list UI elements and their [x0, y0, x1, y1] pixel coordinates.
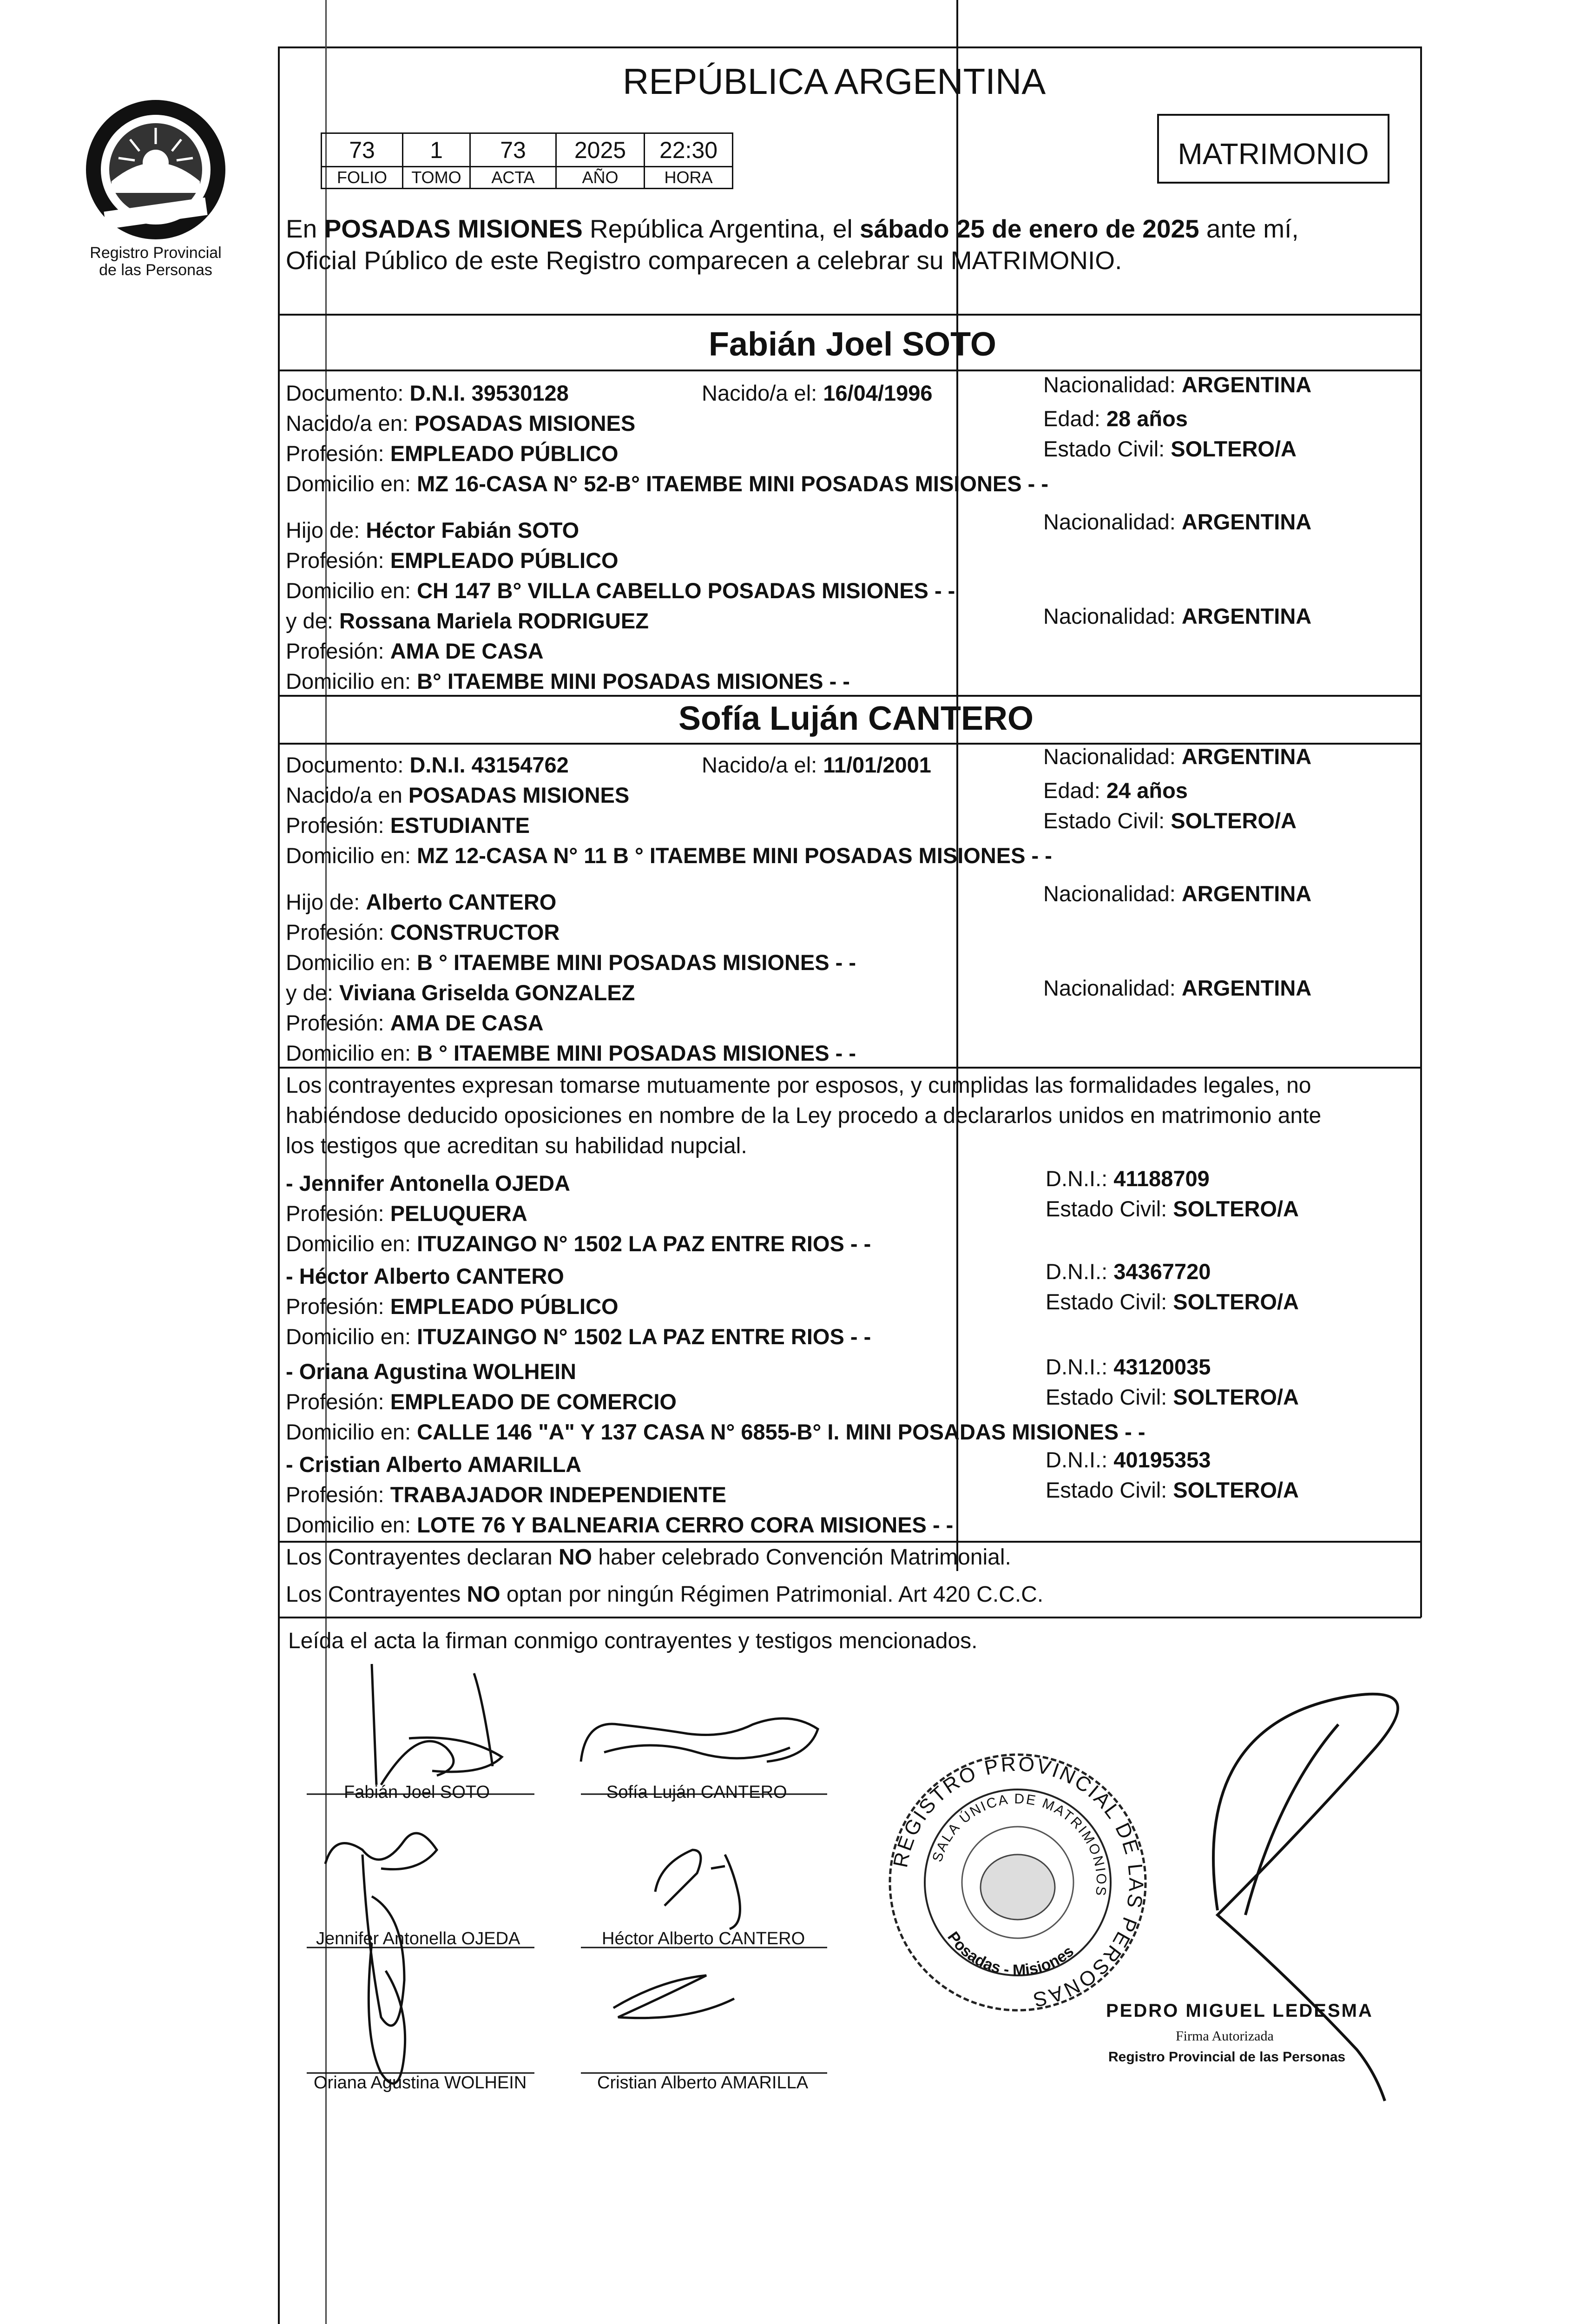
- acta-label: ACTA: [470, 167, 556, 189]
- rule-convention-end: [278, 1617, 1421, 1618]
- signature-amarilla: [613, 1975, 734, 2018]
- folio-label: FOLIO: [322, 167, 403, 189]
- intro-line-1: En POSADAS MISIONES República Argentina, el sábado 25 de enero de 2025 ante mí,: [286, 214, 1299, 243]
- registry-logo: [79, 93, 232, 288]
- spouse2-address: Domicilio en: MZ 12-CASA N° 11 B ° ITAEMBE MINI POSADAS MISIONES - -: [286, 843, 1052, 868]
- witness-2-name: - Héctor Alberto CANTERO: [286, 1264, 564, 1288]
- document-title: REPÚBLICA ARGENTINA: [623, 61, 1046, 102]
- witness-1-address: Domicilio en: ITUZAINGO N° 1502 LA PAZ ENTRE RIOS - -: [286, 1231, 871, 1256]
- spouse2-nationality: Nacionalidad: ARGENTINA: [1043, 744, 1312, 769]
- intro-line-2: Oficial Público de este Registro comparecen a celebrar su MATRIMONIO.: [286, 246, 1122, 275]
- convention-line-1: Los Contrayentes declaran NO haber celebrado Convención Matrimonial.: [286, 1545, 1011, 1570]
- spouse2-father-nationality: Nacionalidad: ARGENTINA: [1043, 881, 1312, 906]
- witness-4-dni: D.N.I.: 40195353: [1046, 1447, 1211, 1472]
- signature-label-1: Fabián Joel SOTO: [344, 1783, 490, 1802]
- rule-after-header: [278, 314, 1421, 316]
- spouse2-mother-nationality: Nacionalidad: ARGENTINA: [1043, 976, 1312, 1000]
- declaration-line-2: habiéndose deducido oposiciones en nombre de la Ley procedo a declararlos unidos en matrimonio ante: [286, 1103, 1322, 1128]
- spouse2-father-address: Domicilio en: B ° ITAEMBE MINI POSADAS MISIONES - -: [286, 950, 856, 975]
- spouse1-mother-nationality: Nacionalidad: ARGENTINA: [1043, 604, 1312, 628]
- rule-spouse2-end: [278, 1067, 1421, 1069]
- signature-soto: [372, 1664, 502, 1785]
- spouse1-address: Domicilio en: MZ 16-CASA N° 52-B° ITAEMBE MINI POSADAS MISIONES - -: [286, 471, 1049, 496]
- witness-2-civil-status: Estado Civil: SOLTERO/A: [1046, 1289, 1299, 1314]
- witness-2-dni: D.N.I.: 34367720: [1046, 1259, 1211, 1284]
- spouse2-name: Sofía Luján CANTERO: [678, 700, 1034, 737]
- record-reference-table: [321, 132, 733, 189]
- anio-label: AÑO: [556, 167, 645, 189]
- frame-right: [1420, 46, 1422, 1618]
- spouse1-father-profession: Profesión: EMPLEADO PÚBLICO: [286, 548, 619, 573]
- witness-4-profession: Profesión: TRABAJADOR INDEPENDIENTE: [286, 1482, 727, 1507]
- witness-4-civil-status: Estado Civil: SOLTERO/A: [1046, 1478, 1299, 1502]
- signature-label-2: Sofía Luján CANTERO: [606, 1783, 787, 1802]
- spouse1-name: Fabián Joel SOTO: [709, 326, 996, 363]
- org-name-line1: Registro Provincial: [90, 244, 222, 262]
- hora-value: 22:30: [645, 133, 733, 167]
- hora-label: HORA: [645, 167, 733, 189]
- spouse2-father: Hijo de: Alberto CANTERO: [286, 890, 557, 914]
- act-type-box: [1157, 114, 1389, 184]
- spouse2-mother: y de: Viviana Griselda GONZALEZ: [286, 980, 635, 1005]
- witness-2-profession: Profesión: EMPLEADO PÚBLICO: [286, 1294, 619, 1319]
- spouse2-mother-profession: Profesión: AMA DE CASA: [286, 1010, 544, 1035]
- signature-label-3: Jennifer Antonella OJEDA: [316, 1929, 520, 1948]
- spouse2-profession: Profesión: ESTUDIANTE: [286, 813, 530, 838]
- official-org: Registro Provincial de las Personas: [1108, 2049, 1346, 2065]
- witness-4-name: - Cristian Alberto AMARILLA: [286, 1452, 582, 1477]
- closing-text: Leída el acta la firman conmigo contrayentes y testigos mencionados.: [288, 1629, 978, 1653]
- rule-spouse1-end: [278, 695, 1421, 697]
- signature-hector: [655, 1850, 740, 1929]
- official-seal: [883, 1748, 1152, 2017]
- folio-value: 73: [322, 133, 403, 167]
- spouse1-mother-address: Domicilio en: B° ITAEMBE MINI POSADAS MISIONES - -: [286, 669, 850, 693]
- rule-witnesses-end: [278, 1541, 1421, 1543]
- spouse1-nationality: Nacionalidad: ARGENTINA: [1043, 372, 1312, 397]
- witness-1-profession: Profesión: PELUQUERA: [286, 1201, 527, 1226]
- signature-cantero: [581, 1718, 818, 1762]
- witness-1-dni: D.N.I.: 41188709: [1046, 1166, 1210, 1191]
- spouse2-father-profession: Profesión: CONSTRUCTOR: [286, 920, 560, 944]
- spouse1-father-address: Domicilio en: CH 147 B° VILLA CABELLO POSADAS MISIONES - -: [286, 578, 955, 603]
- spouse2-mother-address: Domicilio en: B ° ITAEMBE MINI POSADAS MISIONES - -: [286, 1041, 856, 1065]
- spouse1-document: Documento: D.N.I. 39530128: [286, 381, 569, 405]
- spouse2-age: Edad: 24 años: [1043, 778, 1188, 803]
- official-name: PEDRO MIGUEL LEDESMA: [1106, 2000, 1373, 2021]
- signature-label-5: Oriana Agustina WOLHEIN: [314, 2073, 527, 2093]
- witness-3-profession: Profesión: EMPLEADO DE COMERCIO: [286, 1389, 677, 1414]
- declaration-line-3: los testigos que acreditan su habilidad nupcial.: [286, 1134, 747, 1158]
- seal-icon: [883, 1748, 1152, 2017]
- org-name-line2: de las Personas: [99, 261, 212, 279]
- frame-top: [278, 46, 1421, 48]
- svg-text:SALA ÚNICA DE MATRIMONIOS: SALA ÚNICA DE MATRIMONIOS: [929, 1791, 1109, 1898]
- convention-line-2: Los Contrayentes NO optan por ningún Régimen Patrimonial. Art 420 C.C.C.: [286, 1582, 1044, 1607]
- spouse1-civil-status: Estado Civil: SOLTERO/A: [1043, 436, 1297, 461]
- anio-value: 2025: [556, 133, 645, 167]
- witness-3-dni: D.N.I.: 43120035: [1046, 1354, 1211, 1379]
- official-title: Firma Autorizada: [1176, 2028, 1274, 2044]
- spouse1-mother-profession: Profesión: AMA DE CASA: [286, 639, 544, 663]
- tomo-value: 1: [403, 133, 470, 167]
- witness-4-address: Domicilio en: LOTE 76 Y BALNEARIA CERRO CORA MISIONES - -: [286, 1512, 954, 1537]
- witness-3-name: - Oriana Agustina WOLHEIN: [286, 1359, 576, 1384]
- tomo-label: TOMO: [403, 167, 470, 189]
- spouse1-profession: Profesión: EMPLEADO PÚBLICO: [286, 441, 619, 466]
- spouse1-birthplace: Nacido/a en: POSADAS MISIONES: [286, 411, 636, 436]
- spouse1-father-nationality: Nacionalidad: ARGENTINA: [1043, 509, 1312, 534]
- act-type: MATRIMONIO: [1178, 137, 1369, 171]
- rule-spouse1: [278, 370, 1421, 371]
- declaration-line-1: Los contrayentes expresan tomarse mutuamente por esposos, y cumplidas las formalidades legales, no: [286, 1073, 1311, 1098]
- acta-value: 73: [470, 133, 556, 167]
- province-emblem-icon: [79, 93, 232, 246]
- spouse2-document: Documento: D.N.I. 43154762: [286, 753, 569, 777]
- spouse1-age: Edad: 28 años: [1043, 406, 1188, 431]
- spouse1-birthdate: Nacido/a el: 16/04/1996: [702, 381, 933, 405]
- witness-3-address: Domicilio en: CALLE 146 "A" Y 137 CASA N° 6855-B° I. MINI POSADAS MISIONES - -: [286, 1419, 1146, 1444]
- spouse1-mother: y de: Rossana Mariela RODRIGUEZ: [286, 608, 649, 633]
- spouse2-civil-status: Estado Civil: SOLTERO/A: [1043, 808, 1297, 833]
- witness-3-civil-status: Estado Civil: SOLTERO/A: [1046, 1385, 1299, 1409]
- spouse1-father: Hijo de: Héctor Fabián SOTO: [286, 518, 579, 542]
- signature-label-6: Cristian Alberto AMARILLA: [597, 2073, 809, 2093]
- svg-text:Posadas - Misiones: Posadas - Misiones: [944, 1928, 1077, 1980]
- signature-label-4: Héctor Alberto CANTERO: [602, 1929, 805, 1948]
- witness-1-civil-status: Estado Civil: SOLTERO/A: [1046, 1196, 1299, 1221]
- spouse2-birthplace: Nacido/a en POSADAS MISIONES: [286, 783, 630, 807]
- svg-text:REGISTRO PROVINCIAL DE LAS PER: REGISTRO PROVINCIAL DE LAS PERSONAS: [889, 1752, 1148, 2012]
- witness-2-address: Domicilio en: ITUZAINGO N° 1502 LA PAZ ENTRE RIOS - -: [286, 1324, 871, 1349]
- spouse2-birthdate: Nacido/a el: 11/01/2001: [702, 753, 931, 777]
- witness-1-name: - Jennifer Antonella OJEDA: [286, 1171, 570, 1195]
